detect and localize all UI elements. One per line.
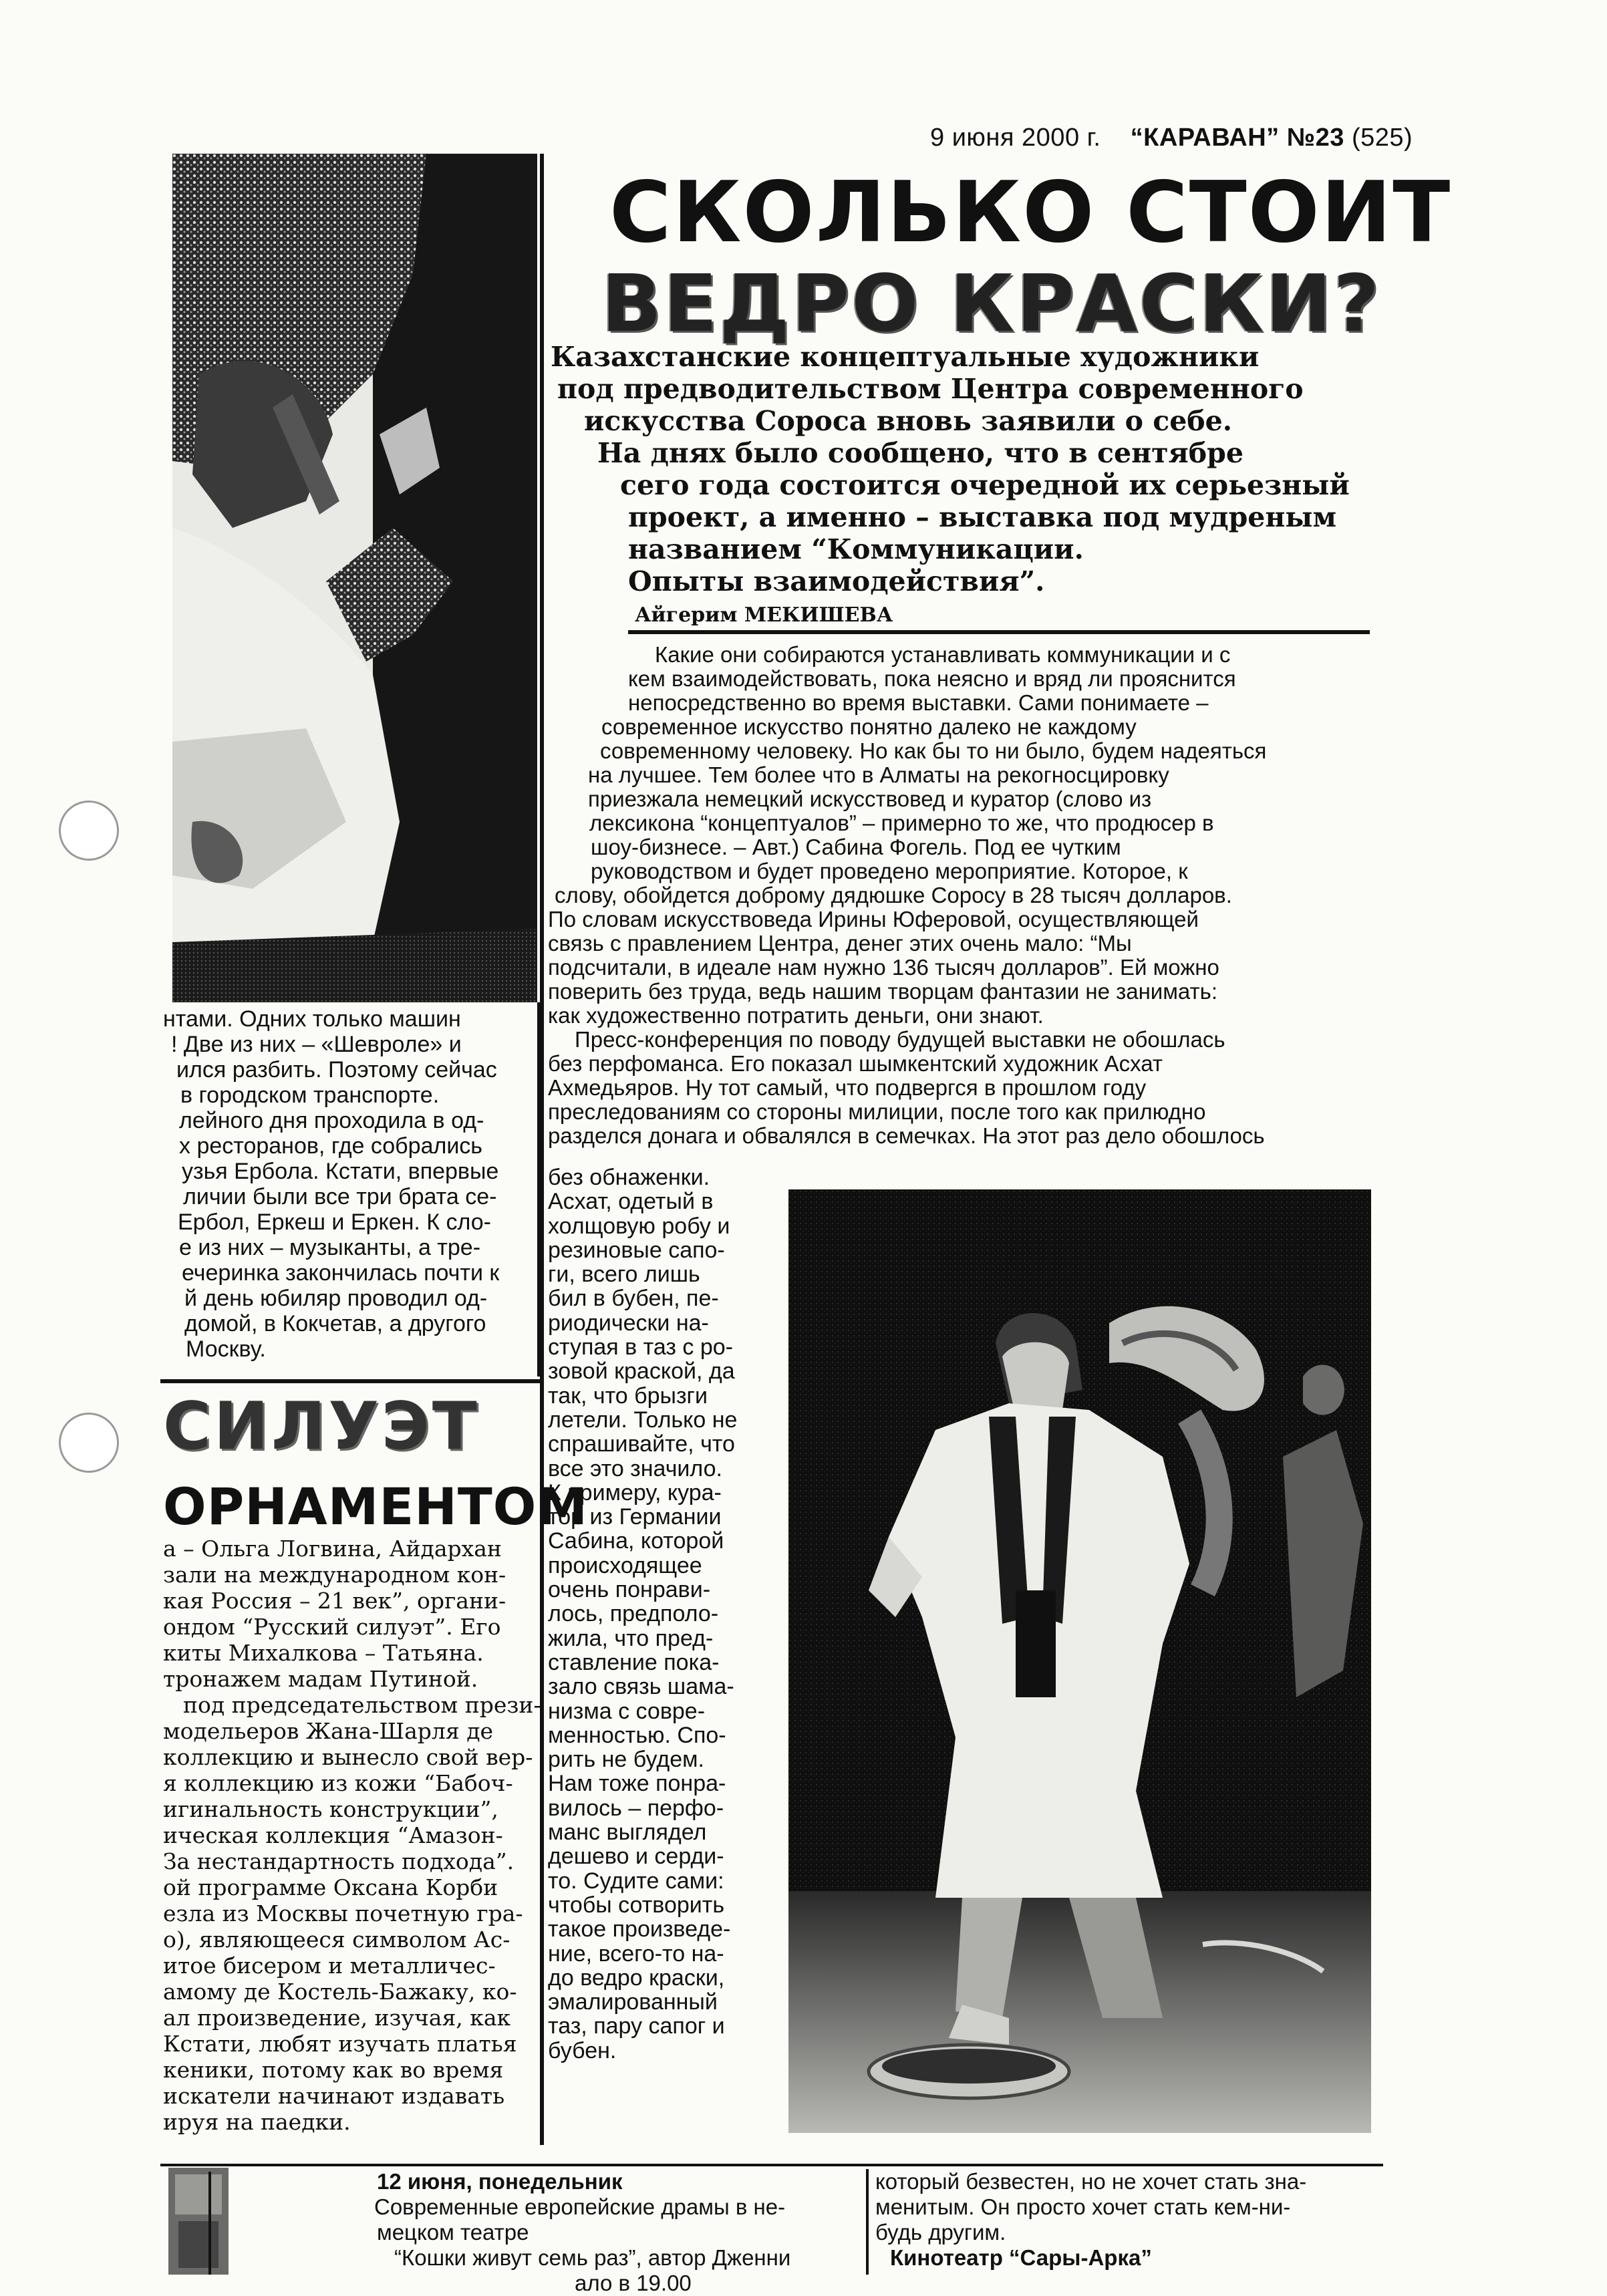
- left-line: ондом “Русский силуэт”. Его: [163, 1614, 501, 1640]
- left-line: х ресторанов, где собрались: [179, 1133, 483, 1159]
- article-line: резиновые сапо-: [548, 1237, 725, 1263]
- left-line: нтами. Одних только машин: [163, 1006, 461, 1032]
- article-line: без обнаженки.: [548, 1165, 710, 1190]
- left-line: зали на международном кон-: [163, 1562, 506, 1588]
- article-body-narrow: [548, 1165, 782, 2063]
- issue-total: (525): [1351, 124, 1413, 152]
- left-line: ическая коллекция “Амазон-: [163, 1822, 503, 1848]
- left-line: лейного дня проходила в од-: [179, 1108, 484, 1133]
- left-line: ! Две из них – «Шевроле» и: [171, 1032, 462, 1057]
- article-line: поверить без труда, ведь нашим творцам фантазии не занимать:: [548, 979, 1218, 1004]
- article-line: менностью. Спо-: [548, 1722, 726, 1748]
- article-line: до ведро краски,: [548, 1965, 725, 1991]
- article-line: Нам тоже понра-: [548, 1771, 726, 1797]
- lead-line: Опыты взаимодействия”.: [628, 565, 1045, 597]
- article-line: связь с правлением Центра, денег этих очень мало: “Мы: [548, 931, 1132, 956]
- byline-rule: [628, 630, 1370, 634]
- article-line: летели. Только не: [548, 1407, 738, 1433]
- left-line: амому де Костель-Бажаку, ко-: [163, 1979, 517, 2005]
- article-line: шоу-бизнесе. – Авт.) Сабина Фогель. Под ее чутким: [591, 835, 1121, 859]
- left-line: ился разбить. Поэтому сейчас: [176, 1057, 497, 1083]
- left-article-continuation: [163, 1006, 499, 1362]
- bottom-section-rule: [160, 2164, 1383, 2166]
- column-rule-left-top: [537, 1002, 540, 1377]
- left-line: узья Ербола. Кстати, впервые: [182, 1159, 499, 1184]
- left-line: ал произведение, изучая, как: [163, 2005, 511, 2031]
- section-title-ornament: ОРНАМЕНТОМ: [163, 1477, 588, 1536]
- article-line: руководством и будет проведено мероприятие. Которое, к: [591, 859, 1188, 883]
- article-line: низма с совре-: [548, 1698, 706, 1724]
- article-line: зало связь шама-: [548, 1674, 734, 1700]
- article-line: Пресс-конференция по поводу будущей выставки не обошлась: [575, 1027, 1225, 1052]
- left-line: искатели начинают издавать: [163, 2083, 505, 2109]
- article-line: то. Судите сами:: [548, 1868, 724, 1894]
- lead-line: проект, а именно – выставка под мудреным: [628, 501, 1337, 533]
- left-line: игинальность конструкции”,: [163, 1796, 498, 1822]
- article-line: так, что брызги: [548, 1383, 708, 1409]
- left-line: я коллекцию из кожи “Бабоч-: [163, 1770, 513, 1796]
- section-title-silhouette: СИЛУЭТ: [163, 1389, 480, 1465]
- left-line: тронажем мадам Путиной.: [163, 1666, 478, 1692]
- left-line: о), являющееся символом Ас-: [163, 1926, 510, 1953]
- article-line: риодически на-: [548, 1310, 709, 1336]
- left-lower-article: [163, 1536, 541, 2135]
- left-line: ируя на паедки.: [163, 2109, 351, 2135]
- bottom-rule-left: [208, 2172, 211, 2275]
- article-line: современному человеку. Но как бы то ни было, будем надеяться: [600, 738, 1267, 763]
- left-line: ой программе Оксана Корби: [163, 1874, 498, 1900]
- bottom-listing-middle: [374, 2169, 790, 2296]
- issue-date: 9 июня 2000 г.: [930, 124, 1101, 152]
- article-line: все это значило.: [548, 1455, 722, 1481]
- article-line: лось, предполо-: [548, 1601, 719, 1627]
- article-line: таз, пару сапог и: [548, 2013, 725, 2039]
- article-line: слову, обойдется доброму дядюшке Соросу в 28 тысяч долларов.: [555, 883, 1232, 907]
- article-line: преследованиям со стороны милиции, после того как прилюдно: [548, 1099, 1206, 1124]
- article-body-top: [548, 643, 1376, 1148]
- article-line: спрашивайте, что: [548, 1431, 735, 1457]
- listing-line: ало в 19.00: [575, 2271, 692, 2295]
- article-line: кем взаимодействовать, пока неясно и вряд ли прояснится: [628, 666, 1236, 691]
- article-line: очень понрави-: [548, 1577, 711, 1603]
- article-line: рить не будем.: [548, 1747, 704, 1773]
- left-line: модельеров Жана-Шарля де: [163, 1718, 494, 1744]
- left-line: кеники, потому как во время: [163, 2057, 504, 2083]
- article-line: холщовую робу и: [548, 1213, 730, 1239]
- article-line: непосредственно во время выставки. Сами понимаете –: [628, 690, 1209, 715]
- left-line: а – Ольга Логвина, Айдархан: [163, 1536, 502, 1562]
- left-line: За нестандартность подхода”.: [163, 1848, 515, 1874]
- left-line: личии были все три брата се-: [183, 1184, 497, 1209]
- left-line: итое бисером и металличес-: [163, 1953, 496, 1979]
- lead-line: искусства Сороса вновь заявили о себе.: [584, 405, 1233, 437]
- article-line: чтобы сотворить: [548, 1892, 725, 1918]
- article-line: ставление пока-: [548, 1649, 720, 1675]
- listing-line: “Кошки живут семь раз”, автор Дженни: [394, 2245, 791, 2270]
- left-line: Кстати, любят изучать платья: [163, 2031, 517, 2057]
- article-line: ние, всего-то на-: [548, 1941, 724, 1967]
- left-line: под председательством прези-: [183, 1692, 541, 1718]
- article-line: подсчитали, в идеале нам нужно 136 тысяч долларов”. Ей можно: [548, 955, 1219, 980]
- article-line: такое произведе-: [548, 1916, 731, 1943]
- left-line: Ербол, Еркеш и Еркен. К сло-: [178, 1209, 491, 1235]
- issue-header: [930, 124, 1413, 152]
- article-line: вилось – перфо-: [548, 1795, 724, 1821]
- photo-performance: [788, 1189, 1371, 2133]
- listing-line: будь другим.: [875, 2220, 1006, 2245]
- left-line: киты Михалкова – Татьяна.: [163, 1640, 484, 1666]
- left-line: й день юбиляр проводил од-: [184, 1286, 488, 1311]
- left-line: кая Россия – 21 век”, органи-: [163, 1588, 506, 1614]
- headline-line2: ВЕДРО КРАСКИ?: [601, 257, 1382, 349]
- photo-performer-top: [172, 154, 537, 1002]
- listing-line: менитым. Он просто хочет стать кем-ни-: [875, 2194, 1291, 2219]
- left-line: ечеринка закончилась почти к: [182, 1260, 500, 1286]
- article-line: По словам искусствоведа Ирины Юферовой, осуществляющей: [548, 907, 1199, 931]
- lead-line: Казахстанские концептуальные художники: [551, 341, 1260, 373]
- left-line: Москву.: [186, 1336, 266, 1362]
- listing-line: который безвестен, но не хочет стать зна-: [875, 2169, 1307, 2194]
- article-line: ги, всего лишь: [548, 1262, 700, 1288]
- article-line: происходящее: [548, 1552, 702, 1578]
- left-line: е из них – музыканты, а тре-: [179, 1235, 481, 1260]
- left-line: езла из Москвы почетную гра-: [163, 1900, 523, 1926]
- article-line: ступая в таз с ро-: [548, 1334, 733, 1360]
- lead-line: сего года состоится очередной их серьезный: [620, 469, 1350, 501]
- article-line: зовой краской, да: [548, 1358, 735, 1385]
- left-section-rule: [160, 1379, 541, 1383]
- article-line: как художественно потратить деньги, они знают.: [548, 1003, 1044, 1028]
- punch-hole-bottom: [59, 1413, 119, 1473]
- article-line: современное искусство понятно далеко не каждому: [601, 714, 1137, 739]
- article-line: без перфоманса. Его показал шымкентский художник Асхат: [548, 1051, 1163, 1076]
- article-line: разделся донага и обвалялся в семечках. На этот раз дело обошлось: [548, 1123, 1265, 1148]
- article-line: тор из Германии: [548, 1504, 722, 1530]
- lead-line: под предводительством Центра современного: [557, 373, 1304, 405]
- bottom-listing-right: [875, 2169, 1306, 2271]
- article-line: К примеру, кура-: [548, 1479, 722, 1505]
- article-line: бубен.: [548, 2037, 617, 2063]
- listing-line: мецком театре: [377, 2220, 529, 2245]
- left-line: домой, в Кокчетав, а другого: [184, 1311, 486, 1336]
- bottom-thumbnail: [168, 2168, 229, 2275]
- bottom-rule-right: [866, 2169, 869, 2275]
- article-line: Какие они собираются устанавливать коммуникации и с: [655, 642, 1231, 667]
- issue-number: №23: [1286, 124, 1344, 152]
- lead-line: На днях было сообщено, что в сентябре: [597, 437, 1244, 469]
- listing-heading: 12 июня, понедельник: [377, 2169, 623, 2194]
- article-line: бил в бубен, пе-: [548, 1286, 719, 1312]
- listing-line: Современные европейские драмы в не-: [374, 2194, 786, 2219]
- lead-paragraph: [551, 341, 1350, 597]
- article-line: Сабина, которой: [548, 1528, 724, 1554]
- article-line: дешево и серди-: [548, 1844, 724, 1870]
- headline-line1: СКОЛЬКО СТОИТ: [609, 163, 1452, 261]
- left-line: коллекцию и вынесло свой вер-: [163, 1744, 533, 1770]
- article-line: Ахмедьяров. Ну тот самый, что подвергся в прошлом году: [548, 1075, 1147, 1100]
- article-line: эмалированный: [548, 1989, 718, 2015]
- article-line: приезжала немецкий искусствовед и куратор (слово из: [588, 786, 1152, 811]
- byline: Айгерим МЕКИШЕВА: [635, 603, 893, 627]
- article-line: Асхат, одетый в: [548, 1189, 714, 1215]
- article-line: манс выглядел: [548, 1820, 707, 1846]
- left-line: в городском транспорте.: [180, 1083, 440, 1108]
- article-line: на лучшее. Тем более что в Алматы на рекогносцировку: [588, 762, 1169, 787]
- article-line: лексикона “концептуалов” – примерно то же, что продюсер в: [589, 811, 1214, 835]
- article-line: жила, что пред-: [548, 1625, 714, 1651]
- paper-name: “КАРАВАН”: [1130, 124, 1280, 152]
- punch-hole-top: [59, 801, 119, 861]
- listing-heading: Кинотеатр “Сары-Арка”: [890, 2245, 1152, 2270]
- lead-line: названием “Коммуникации.: [628, 533, 1084, 565]
